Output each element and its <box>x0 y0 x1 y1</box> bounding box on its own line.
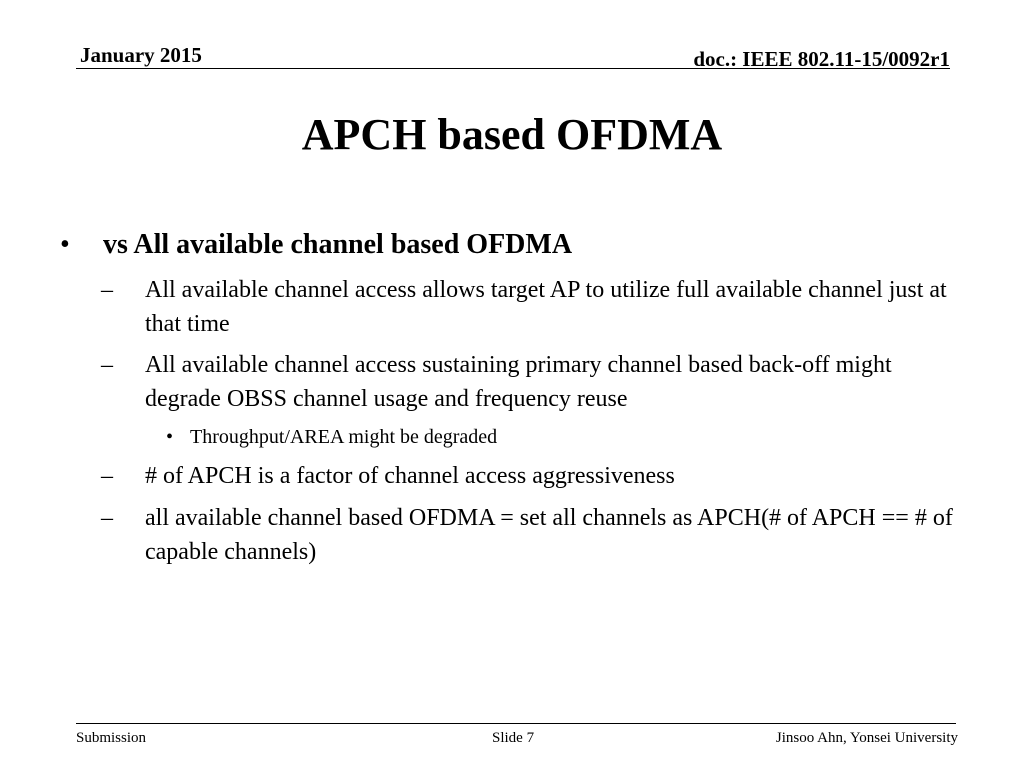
footer-rule <box>76 723 956 724</box>
slide-title: APCH based OFDMA <box>301 110 723 159</box>
sub-sub-item-1 <box>166 422 950 452</box>
dash-marker: – <box>101 352 113 378</box>
sub-item-3 <box>101 459 965 493</box>
footer-submission: Submission <box>76 730 147 746</box>
sub-item-1-text: All available channel access allows target AP to utilize full available channel just at that time <box>145 277 947 337</box>
sub-item-4 <box>101 501 965 569</box>
dash-marker: – <box>101 505 113 531</box>
sub-sub-item-1-text: Throughput/AREA might be degraded <box>190 426 498 448</box>
bullet-main-text: vs All available channel based OFDMA <box>103 229 573 260</box>
sub-item-3-text: # of APCH is a factor of channel access aggressiveness <box>145 463 675 489</box>
footer-slide-number: Slide 7 <box>492 730 535 746</box>
header-date: January 2015 <box>80 43 202 67</box>
dash-marker: – <box>101 463 113 489</box>
bullet-marker: • <box>60 229 70 260</box>
header-rule <box>76 68 950 69</box>
dash-marker: – <box>101 277 113 303</box>
footer-author: Jinsoo Ahn, Yonsei University <box>775 730 958 746</box>
sub-item-2-text: All available channel access sustaining primary channel based back-off might degrade OBSS channel usage and frequency reuse <box>145 352 892 412</box>
sub-item-2 <box>101 348 965 416</box>
bullet-marker: • <box>166 426 174 448</box>
sub-item-4-text: all available channel based OFDMA = set all channels as APCH(# of APCH == # of capable channels) <box>145 505 953 565</box>
sub-item-1 <box>101 273 965 341</box>
bullet-main <box>60 224 573 266</box>
header-doc-id: doc.: IEEE 802.11-15/0092r1 <box>693 47 950 71</box>
